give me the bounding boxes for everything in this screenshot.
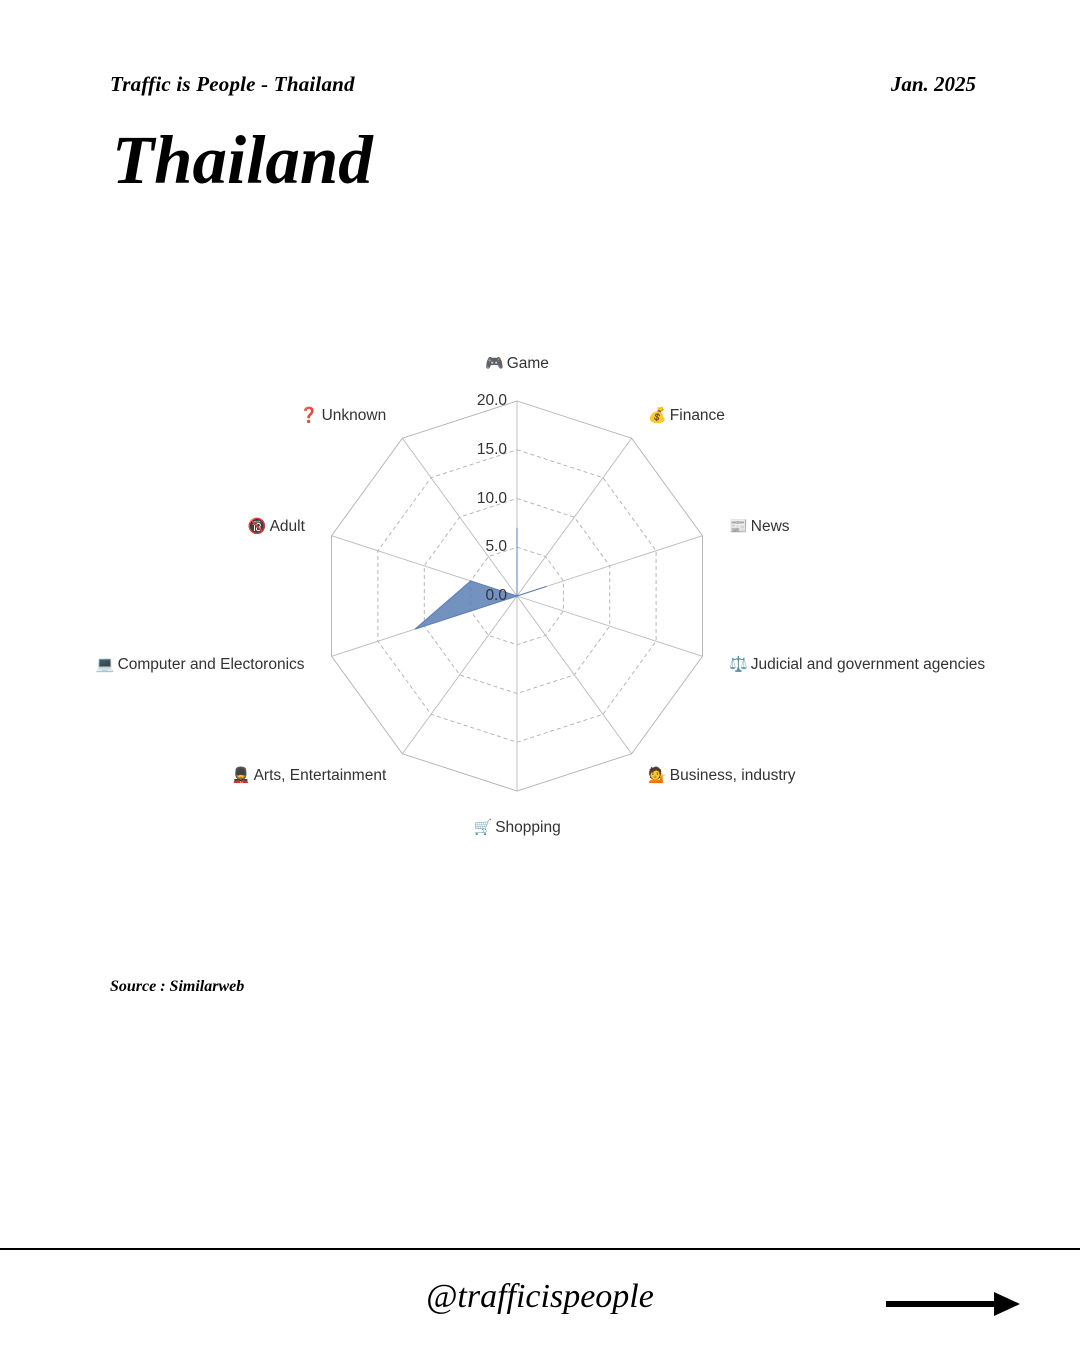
category-icon: 🎮 — [485, 355, 504, 372]
radar-axis-label-shopping — [474, 819, 561, 837]
radar-axis-label-computer-and-electoronics — [96, 656, 305, 674]
category-icon: 📰 — [729, 518, 748, 536]
radial-tick-0: 0.0 — [485, 587, 507, 604]
category-label-text: Shopping — [495, 819, 561, 836]
footer-handle: @trafficispeople — [426, 1278, 654, 1315]
category-icon: 🛒 — [473, 819, 493, 836]
page-title: Thailand — [112, 122, 373, 198]
radar-axis-label-adult — [248, 518, 305, 536]
radial-tick-4: 20.0 — [476, 392, 507, 409]
category-icon: ⚖️ — [729, 655, 748, 673]
category-label-text: News — [750, 518, 790, 536]
radial-tick-3: 15.0 — [476, 440, 507, 458]
radial-tick-2: 10.0 — [476, 489, 507, 507]
category-icon: 💂 — [231, 767, 251, 785]
header-date: Jan. 2025 — [890, 72, 976, 96]
category-label-text: Game — [506, 355, 549, 372]
source-note: Source : Similarweb — [110, 978, 245, 995]
header — [110, 72, 976, 112]
footer-divider — [0, 1248, 1080, 1250]
category-icon: 💻 — [95, 655, 115, 673]
category-icon: 💁 — [648, 767, 667, 785]
radar-chart-svg — [0, 300, 1080, 900]
category-icon: 💰 — [648, 406, 667, 424]
radial-tick-1: 5.0 — [485, 538, 507, 556]
category-icon: 🔞 — [247, 518, 267, 536]
category-label-text: Adult — [269, 518, 305, 536]
radar-axis-label-game — [485, 355, 549, 373]
radar-axis-label-unknown — [300, 407, 386, 425]
arrow-right-icon[interactable] — [882, 1286, 1022, 1322]
category-label-text: Finance — [669, 406, 725, 424]
radar-axis-label-arts-entertainment — [232, 767, 386, 785]
radar-axis-label-news — [729, 518, 789, 536]
category-icon: ❓ — [299, 406, 319, 424]
category-label-text: Computer and Electoronics — [117, 655, 305, 673]
category-label-text: Business, industry — [669, 767, 796, 785]
radar-chart — [0, 300, 1080, 900]
category-label-text: Judicial and government agencies — [750, 655, 986, 673]
radar-axis-label-finance — [648, 407, 725, 425]
category-label-text: Arts, Entertainment — [253, 767, 387, 785]
radar-axis-label-business-industry — [648, 767, 795, 785]
header-kicker: Traffic is People - Thailand — [110, 72, 355, 96]
category-label-text: Unknown — [321, 406, 387, 424]
radar-axis-label-judicial-and-government-agencies — [729, 656, 985, 674]
